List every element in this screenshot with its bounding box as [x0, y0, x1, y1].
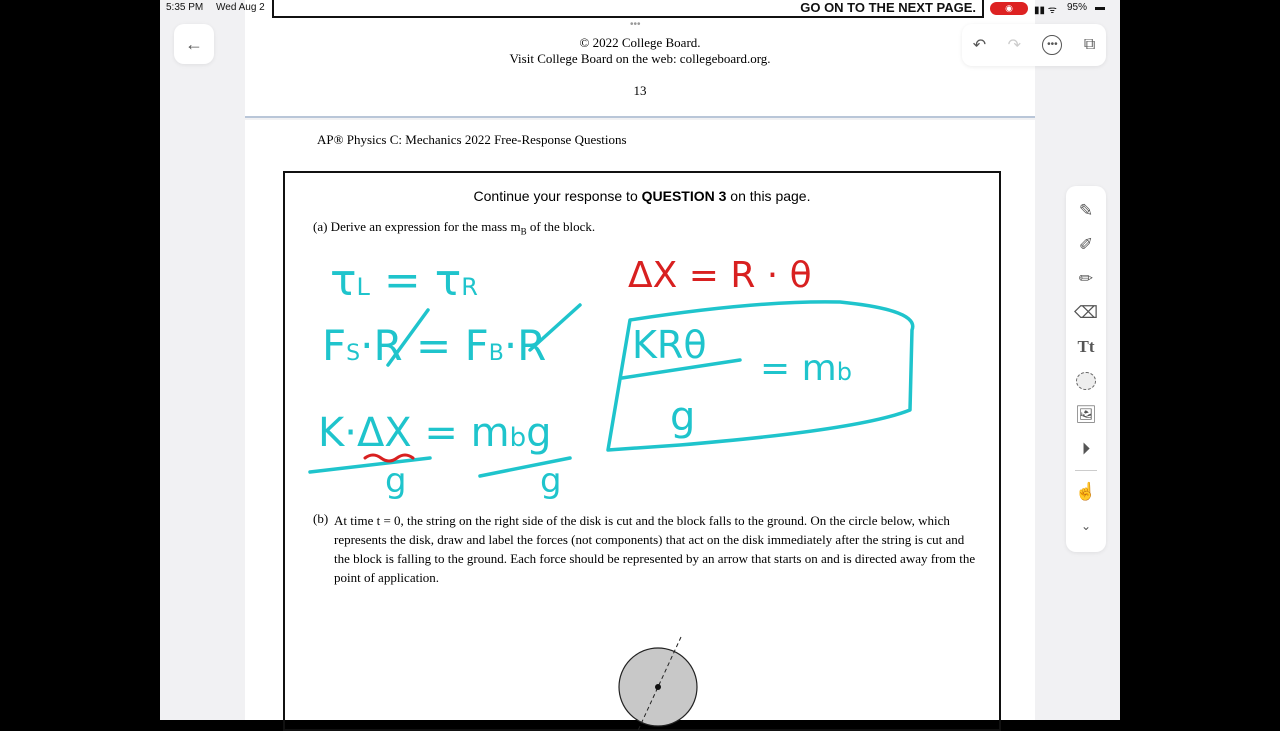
page-number: 13	[633, 83, 647, 98]
more-icon[interactable]: •••	[1042, 35, 1062, 55]
part-a-text: (a) Derive an expression for the mass m	[313, 219, 521, 234]
pages-icon[interactable]: ⧉	[1083, 36, 1096, 53]
ink-force-eq: FS·R = FB·R	[322, 321, 547, 370]
pen-icon[interactable]: ✎	[1078, 201, 1094, 220]
eraser-icon[interactable]: ⌫	[1073, 303, 1099, 322]
question-number: QUESTION 3	[641, 188, 727, 204]
top-toolbar	[962, 24, 1106, 66]
pencil-icon[interactable]: ✏	[1078, 269, 1094, 288]
drawing-toolbar	[1066, 186, 1106, 552]
part-b-label: (b)	[313, 511, 329, 526]
continue-suffix: on this page.	[726, 188, 811, 204]
part-a-prompt	[313, 219, 595, 237]
disk-center	[655, 684, 661, 690]
text-tool-icon[interactable]: Tt	[1077, 337, 1095, 356]
collapse-chevron-icon[interactable]: ⌄	[1080, 519, 1092, 533]
multitask-dots[interactable]: •••	[630, 19, 641, 30]
ink-g-1: g	[385, 461, 407, 501]
battery-icon: ▬	[1095, 2, 1105, 13]
signal-wifi-icon: ▮▮ ᯤ	[1034, 5, 1057, 16]
visit-link-text: Visit College Board on the web: collegeboard.org.	[509, 51, 771, 66]
image-icon[interactable]: 🖼︎	[1075, 405, 1097, 424]
redo-icon[interactable]: ↷	[1007, 37, 1021, 54]
undo-icon[interactable]: ↶	[972, 37, 987, 54]
back-button[interactable]: ←	[174, 24, 214, 64]
disk-diagram	[283, 171, 1001, 731]
disk	[619, 648, 697, 726]
status-date: Wed Aug 2	[216, 2, 265, 13]
disk-diameter-line	[635, 637, 681, 731]
banner-text: GO ON TO THE NEXT PAGE.	[800, 0, 976, 15]
page-header: AP® Physics C: Mechanics 2022 Free-Response Questions	[317, 132, 627, 147]
battery-level: 95%	[1067, 2, 1088, 13]
ink-g-2: g	[540, 461, 562, 501]
recording-indicator[interactable]: ◉	[990, 2, 1028, 15]
prev-page-banner	[272, 0, 984, 18]
current-page	[245, 120, 1035, 720]
ink-dx-eq: ΔX = R · θ	[628, 255, 812, 296]
response-frame	[283, 171, 1001, 731]
part-b-prompt: At time t = 0, the string on the right side of the disk is cut and the block falls to the ground. On the circle below, which represents the disk, draw and label the forces (not components) that act on the disk immediately after the string is cut and the block is falling to the ground. Each force should be represented by an arrow that starts on and is directed away from the point of application.	[334, 513, 976, 585]
media-play-icon[interactable]: ⏵	[1081, 439, 1091, 458]
highlighter-icon[interactable]: ✐	[1078, 235, 1094, 254]
ink-kdx-eq: K·ΔX = mbg	[318, 410, 552, 456]
status-time: 5:35 PM	[166, 2, 204, 13]
ink-result-mb: = mb	[760, 348, 852, 389]
copyright: © 2022 College Board.	[579, 35, 701, 50]
hand-draw-icon[interactable]: ☝	[1075, 482, 1097, 501]
ink-result-num: KRθ	[632, 323, 707, 367]
notes-app	[160, 0, 1120, 720]
ink-torque-eq: τL = τR	[330, 255, 478, 306]
lasso-icon[interactable]	[1068, 364, 1104, 398]
continue-prefix: Continue your response to	[473, 188, 642, 204]
continue-instruction	[285, 188, 999, 204]
page-divider	[245, 116, 1035, 118]
toolbar-divider	[1075, 470, 1097, 471]
ink-result-den: g	[670, 394, 696, 440]
part-a-end: of the block.	[526, 219, 596, 234]
part-a-subscript: B	[520, 226, 527, 237]
